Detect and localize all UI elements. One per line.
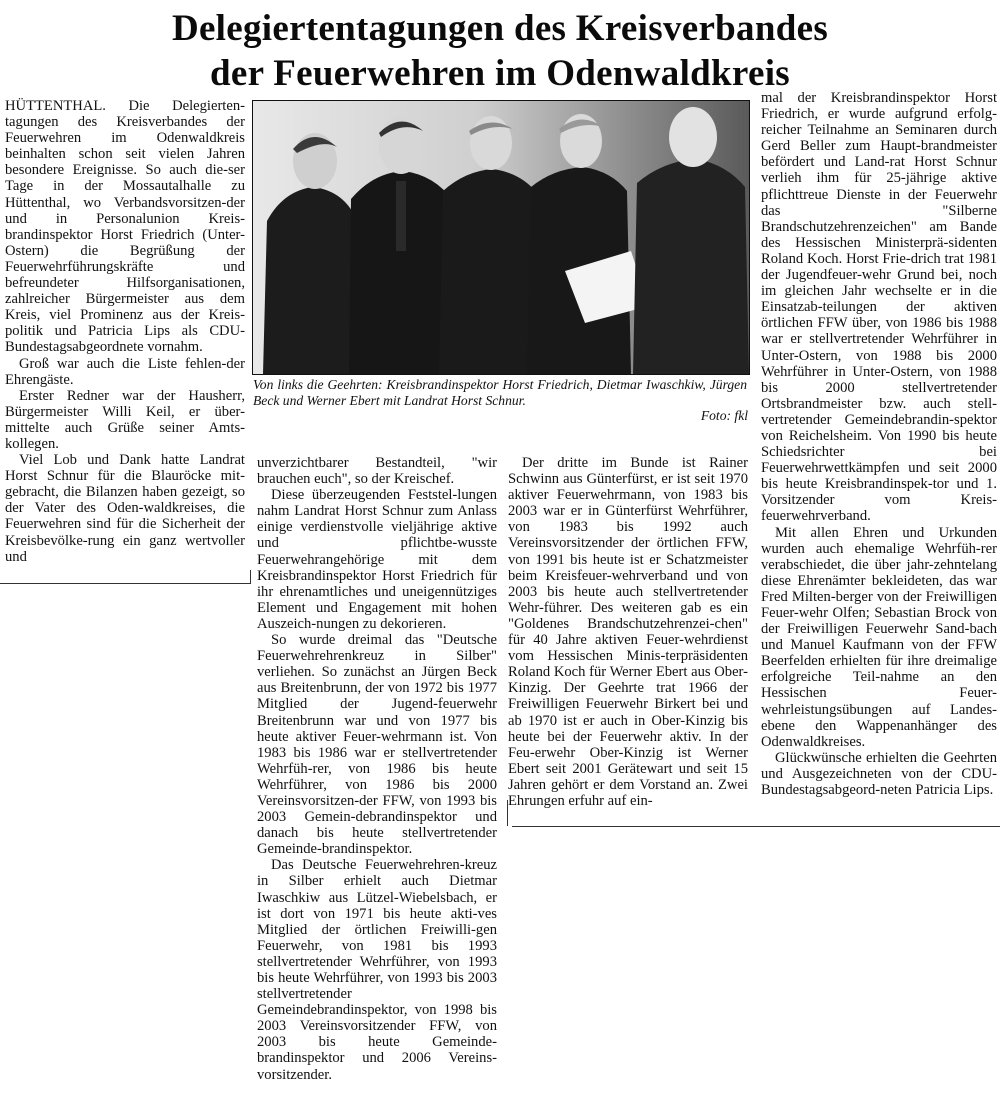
paragraph: Das Deutsche Feuerwehrehren-kreuz in Silber erhielt auch Dietmar Iwaschkiw aus Lützel-Wiebelsbach, er ist dort von 1971 bis heute akti-ves Mitglied der örtlichen Freiwilli-gen Feuerwehr, von 1981 bis 1993 stellvertretender Wehrführer, von 1993 bis heute Wehrführer, von 1993 bis 2003 stellvertretender Gemeindebrandinspektor, von 1998 bis 2003 Vereinsvorsitzender FFW, von 2003 bis heute Gemeinde-brandinspektor und 2006 Vereins-vorsitzender. [257, 857, 497, 1083]
article-column-4 [761, 90, 997, 798]
article-photo [252, 100, 750, 375]
group-photo-image [253, 101, 749, 374]
clipping-edge [250, 570, 251, 584]
paragraph: unverzichtbarer Bestandteil, "wir brauchen euch", so der Kreischef. [257, 455, 497, 488]
paragraph: Der dritte im Bunde ist Rainer Schwinn aus Günterfürst, er ist seit 1970 aktiver Feuerwehrmann, von 1983 bis 2003 war er in Günterfürst Wehrführer, von 1983 bis 1992 auch Vereinsvorsitzender der örtlichen FFW, von 1991 bis heute ist er Schatzmeister beim Kreisfeuer-wehrverband und von 2003 bis heute auch stellvertretender Wehr-führer. Des weiteren gab es ein "Goldenes Brandschutzehrenzei-chen" für 40 Jahre aktiven Feuer-wehrdienst vom Hessischen Minis-terpräsidenten Roland Koch für Werner Ebert aus Ober-Kinzig. Der Geehrte trat 1966 der Freiwilligen Feuerwehr Birkert bei und ab 1970 ist er auch in Ober-Kinzig bis heute bei der Feuerwehr aktiv. In der Feu-erwehr Ober-Kinzig ist Werner Ebert seit 2001 Gerätewart und seit 15 Jahren gehört er dem Vorstand an. Zwei Ehrungen erfuhr auf ein- [508, 455, 748, 809]
headline-line-2: der Feuerwehren im Odenwaldkreis [210, 53, 790, 94]
paragraph: Mit allen Ehren und Urkunden wurden auch ehemalige Wehrfüh-rer verabschiedet, die über jahr-zehntelang diese Ehrenämter bekleideten, das war Fred Milten-berger von der Freiwilligen Feuer-wehr Olfen; Sebastian Brock von der Freiwilligen Feuerwehr Sand-bach und Manuel Kaufmann von der FFW Beerfelden erhielten für ihre dreimalige erfolgreiche Teil-nahme an den Hessischen Feuer-wehrleistungsübungen auf Landes-ebene den Wappenanhänger des Odenwaldkreises. [761, 524, 997, 750]
paragraph: So wurde dreimal das "Deutsche Feuerwehrehrenkreuz in Silber" verliehen. So zunächst an Jürgen Beck aus Breitenbrunn, der von 1972 bis 1977 Mitglied der Jugend-feuerwehr Breitenbrunn war und von 1977 bis heute aktiver Feuer-wehrmann ist. Von 1983 bis 1986 war er stellvertretender Wehrfüh-rer, von 1986 bis heute Wehrführer, von 1986 bis 2000 Vereinsvorsitzen-der FFW, von 1993 bis 2003 Gemein-debrandinspektor und danach bis heute stellvertretender Gemeinde-brandinspektor. [257, 632, 497, 858]
clipping-edge [0, 583, 250, 584]
photo-caption: Von links die Geehrten: Kreisbrandinspektor Horst Friedrich, Dietmar Iwaschkiw, Jürgen Beck und Werner Ebert mit Landrat Horst Schnur. [253, 377, 747, 408]
paragraph: Glückwünsche erhielten die Geehrten und Ausgezeichneten von der CDU-Bundestagsabgeord-neten Patricia Lips. [761, 749, 997, 799]
paragraph: HÜTTENTHAL. Die Delegierten-tagungen des Kreisverbandes der Feuerwehren im Odenwaldkreis beinhalten schon seit vielen Jahren besondere Ereignisse. So auch die-ser Tage in der Mossautalhalle zu Hüttenthal, wo Verbandsvorsitzen-der und in Personalunion Kreis-brandinspektor Horst Friedrich (Unter-Ostern) die Begrüßung der Feuerwehrführungskräfte und befreundeter Hilfsorganisationen, zahlreicher Bürgermeister aus dem Kreis, viel Prominenz aus der Kreis-politik und Patricia Lips als CDU-Bundestagsabgeordnete vornahm. [5, 98, 245, 356]
article-column-2 [257, 455, 497, 1083]
photo-credit: Foto: fkl [700, 408, 748, 423]
paragraph: Viel Lob und Dank hatte Landrat Horst Schnur für die Blauröcke mit-gebracht, die Bilanzen haben gezeigt, so der Vater des Oden-waldkreises, die Feuerwehren sind für die Sicherheit der Kreisbevölke-rung ein ganz wertvoller und [5, 452, 245, 565]
article-column-3 [508, 455, 748, 809]
paragraph: Diese überzeugenden Feststel-lungen nahm Landrat Horst Schnur zum Anlass einige verdienstvolle vieljährige aktive und pflichtbe-wusste Feuerwehrangehörige mit dem Kreisbrandinspektor Horst Friedrich für ihr ehrenamtliches und uneigennütziges Element und Engagement mit hohen Auszeich-nungen zu dekorieren. [257, 487, 497, 632]
headline-line-1: Delegiertentagungen des Kreisverbandes [171, 8, 829, 49]
article-column-1 [5, 98, 245, 565]
paragraph: Erster Redner war der Hausherr, Bürgermeister Willi Keil, er über-mittelte auch Grüße seiner Amts-kollegen. [5, 387, 245, 452]
headline [0, 6, 1000, 96]
clipping-edge [507, 800, 508, 826]
paragraph: Groß war auch die Liste fehlen-der Ehrengäste. [5, 355, 245, 388]
paragraph: mal der Kreisbrandinspektor Horst Friedrich, er wurde aufgrund erfolg-reicher Teilnahme an Seminaren durch Gerd Beller zum Haupt-brandmeister befördert und Land-rat Horst Schnur verlieh ihm für 25-jährige aktive pflichttreue Dienste in der Feuerwehr das "Silberne Brandschutzehrenzeichen" am Bande des Hessischen Ministerprä-sidenten Roland Koch. Horst Frie-drich trat 1981 der Jugendfeuer-wehr Grund bei, noch im gleichen Jahr wechselte er in die Einsatzab-teilungen der aktiven örtlichen FFW über, von 1986 bis 1988 war er stellvertretender Wehrführer in Unter-Ostern, von 1988 bis 2000 Wehrführer in Unter-Ostern, von 1988 bis 2000 stellvertretender Ortsbrandmeister bzw. auch stell-vertretender Gemeindebrandin-spektor von Reichelsheim. Von 1990 bis heute Schiedsrichter bei Feuerwehrwettkämpfen und seit 2000 bis heute Kreisbrandinspek-tor und 1. Vorsitzender vom Kreis-feuerwehrverband. [761, 90, 997, 525]
clipping-edge [512, 826, 1000, 827]
